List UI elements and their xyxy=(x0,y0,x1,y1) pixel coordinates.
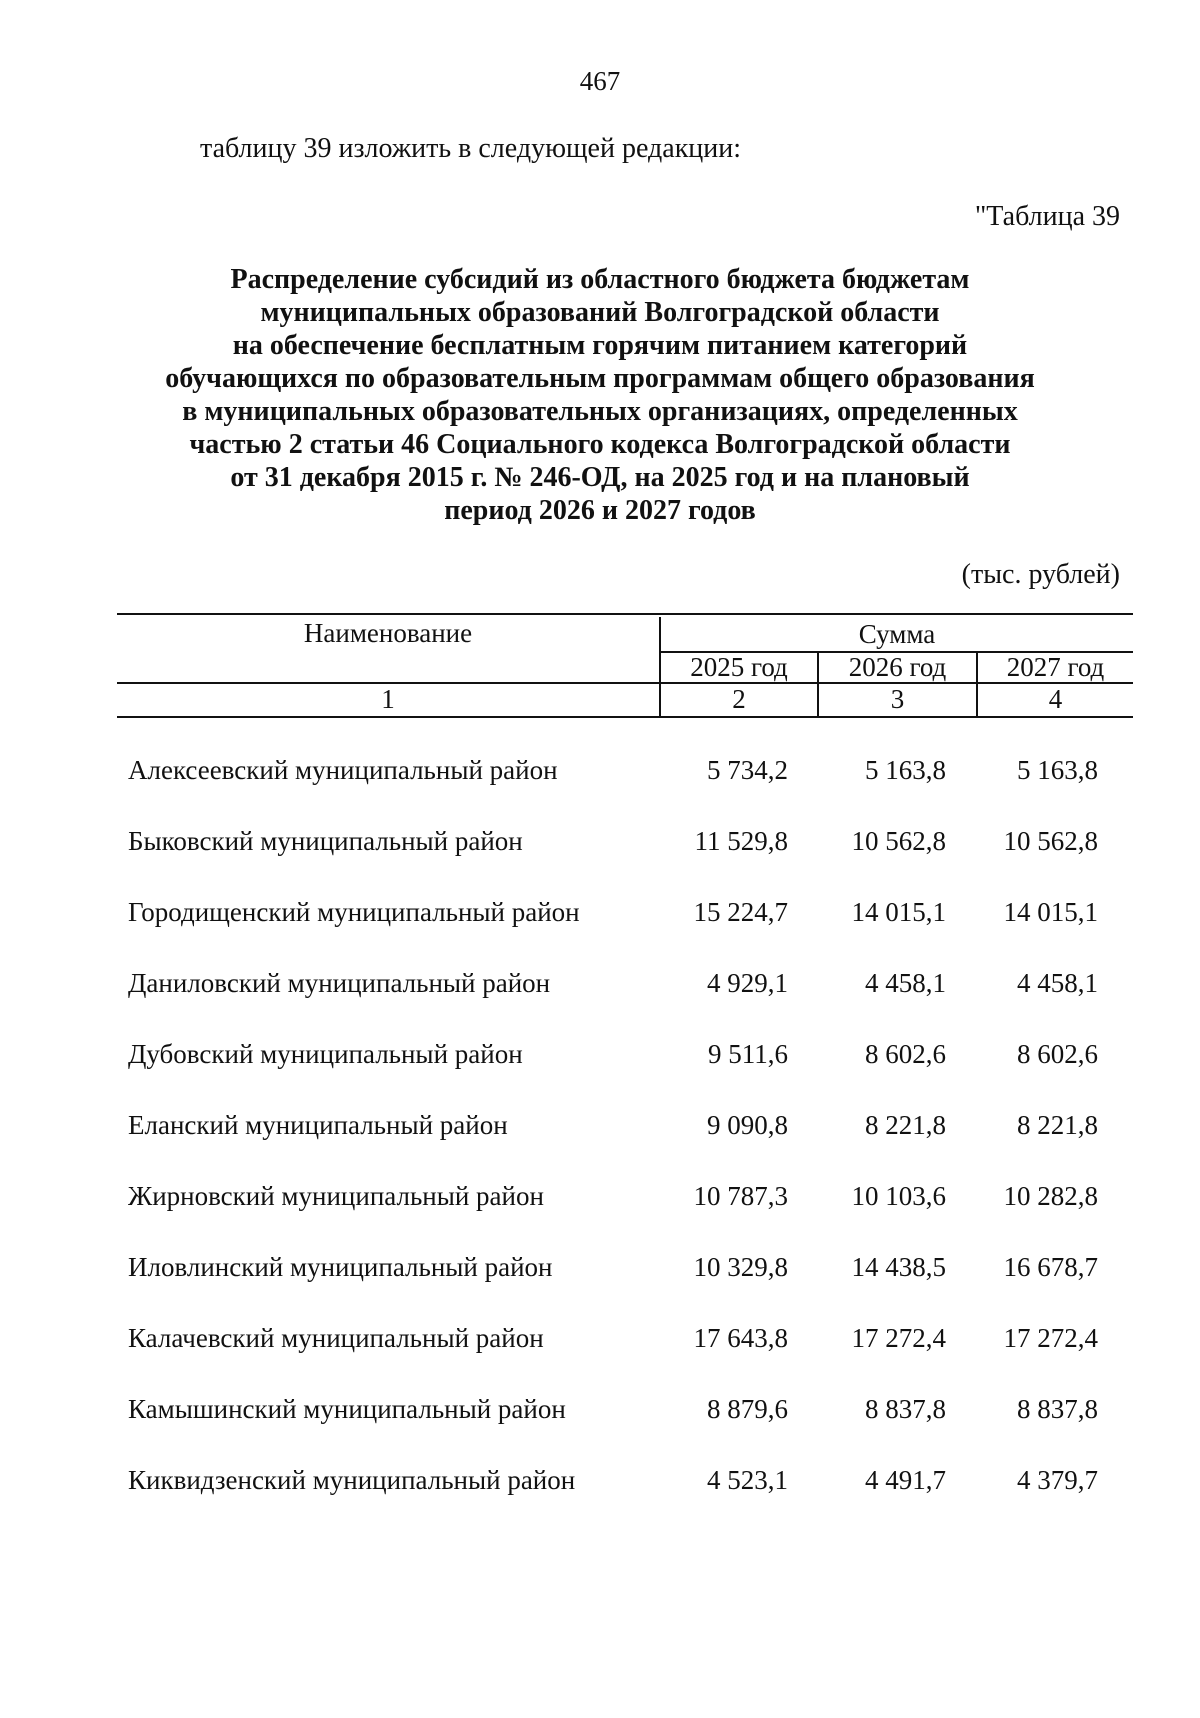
row-value-2026: 10 562,8 xyxy=(851,826,946,856)
table-row xyxy=(0,1252,1200,1292)
table-row xyxy=(0,897,1200,937)
row-name: Камышинский муниципальный район xyxy=(128,1394,566,1424)
row-value-2026: 4 458,1 xyxy=(865,968,946,998)
table-label: "Таблица 39 xyxy=(974,201,1120,232)
row-value-2026: 4 491,7 xyxy=(865,1465,946,1495)
row-value-2026: 8 602,6 xyxy=(865,1039,946,1069)
table-row xyxy=(0,755,1200,795)
header-col-number: 3 xyxy=(890,684,905,714)
header-col-number: 1 xyxy=(381,684,395,714)
row-value-2027: 8 837,8 xyxy=(1017,1394,1098,1424)
header-bottom-rule xyxy=(117,716,1133,718)
intro-text: таблицу 39 изложить в следующей редакции: xyxy=(200,133,742,164)
row-value-2026: 8 837,8 xyxy=(865,1394,946,1424)
title-line: обучающихся по образовательным программам общего образования xyxy=(165,363,1035,394)
table-row xyxy=(0,1323,1200,1363)
header-year-2027: 2027 год xyxy=(1006,652,1105,682)
table-row xyxy=(0,1394,1200,1434)
row-value-2025: 9 511,6 xyxy=(708,1039,788,1069)
row-value-2027: 10 562,8 xyxy=(1003,826,1098,856)
table-row xyxy=(0,1465,1200,1505)
title-line: период 2026 и 2027 годов xyxy=(444,495,756,526)
row-value-2025: 10 329,8 xyxy=(693,1252,788,1282)
row-value-2025: 8 879,6 xyxy=(707,1394,788,1424)
header-col-number: 4 xyxy=(1048,684,1063,714)
row-value-2027: 16 678,7 xyxy=(1003,1252,1098,1282)
row-value-2025: 5 734,2 xyxy=(707,755,788,785)
row-name: Городищенский муниципальный район xyxy=(128,897,580,927)
row-value-2025: 10 787,3 xyxy=(693,1181,788,1211)
units-label: (тыс. рублей) xyxy=(961,559,1120,590)
page-number: 467 xyxy=(579,66,621,96)
row-name: Иловлинский муниципальный район xyxy=(128,1252,553,1282)
row-value-2027: 14 015,1 xyxy=(1003,897,1098,927)
row-value-2027: 4 458,1 xyxy=(1017,968,1098,998)
row-name: Даниловский муниципальный район xyxy=(128,968,551,998)
title-line: Распределение субсидий из областного бюджета бюджетам xyxy=(230,264,970,295)
row-name: Киквидзенский муниципальный район xyxy=(128,1465,576,1495)
title-line: в муниципальных образовательных организациях, определенных xyxy=(182,396,1018,427)
document-title xyxy=(0,263,1200,527)
row-value-2025: 4 929,1 xyxy=(707,968,788,998)
row-name: Алексеевский муниципальный район xyxy=(128,755,558,785)
table-row xyxy=(0,826,1200,866)
table-row xyxy=(0,1110,1200,1150)
row-name: Калачевский муниципальный район xyxy=(128,1323,544,1353)
header-top-rule xyxy=(117,613,1133,615)
row-value-2027: 10 282,8 xyxy=(1003,1181,1098,1211)
row-value-2027: 17 272,4 xyxy=(1003,1323,1098,1353)
header-col-number: 2 xyxy=(732,684,746,714)
row-value-2026: 14 438,5 xyxy=(851,1252,946,1282)
row-value-2026: 14 015,1 xyxy=(851,897,946,927)
row-value-2027: 5 163,8 xyxy=(1017,755,1098,785)
row-name: Дубовский муниципальный район xyxy=(128,1039,523,1069)
header-sum: Сумма xyxy=(858,619,936,649)
title-line: частью 2 статьи 46 Социального кодекса Волгоградской области xyxy=(189,429,1011,460)
header-name: Наименование xyxy=(303,618,473,648)
title-line: на обеспечение бесплатным горячим питанием категорий xyxy=(232,330,968,361)
row-value-2027: 4 379,7 xyxy=(1017,1465,1098,1495)
row-value-2026: 8 221,8 xyxy=(865,1110,946,1140)
row-value-2025: 11 529,8 xyxy=(694,826,788,856)
row-value-2025: 9 090,8 xyxy=(707,1110,788,1140)
row-name: Быковский муниципальный район xyxy=(128,826,523,856)
row-value-2025: 15 224,7 xyxy=(693,897,788,927)
title-line: муниципальных образований Волгоградской области xyxy=(260,297,940,328)
row-value-2025: 4 523,1 xyxy=(707,1465,788,1495)
row-value-2027: 8 221,8 xyxy=(1017,1110,1098,1140)
row-value-2025: 17 643,8 xyxy=(693,1323,788,1353)
table-row xyxy=(0,968,1200,1008)
table-row xyxy=(0,1039,1200,1079)
row-name: Еланский муниципальный район xyxy=(128,1110,508,1140)
row-value-2026: 10 103,6 xyxy=(851,1181,946,1211)
row-name: Жирновский муниципальный район xyxy=(128,1181,544,1211)
row-value-2026: 17 272,4 xyxy=(851,1323,946,1353)
table-row xyxy=(0,1181,1200,1221)
row-value-2026: 5 163,8 xyxy=(865,755,946,785)
row-value-2027: 8 602,6 xyxy=(1017,1039,1098,1069)
title-line: от 31 декабря 2015 г. № 246-ОД, на 2025 год и на плановый xyxy=(230,462,970,493)
header-year-2025: 2025 год xyxy=(690,652,788,682)
header-year-2026: 2026 год xyxy=(848,652,947,682)
